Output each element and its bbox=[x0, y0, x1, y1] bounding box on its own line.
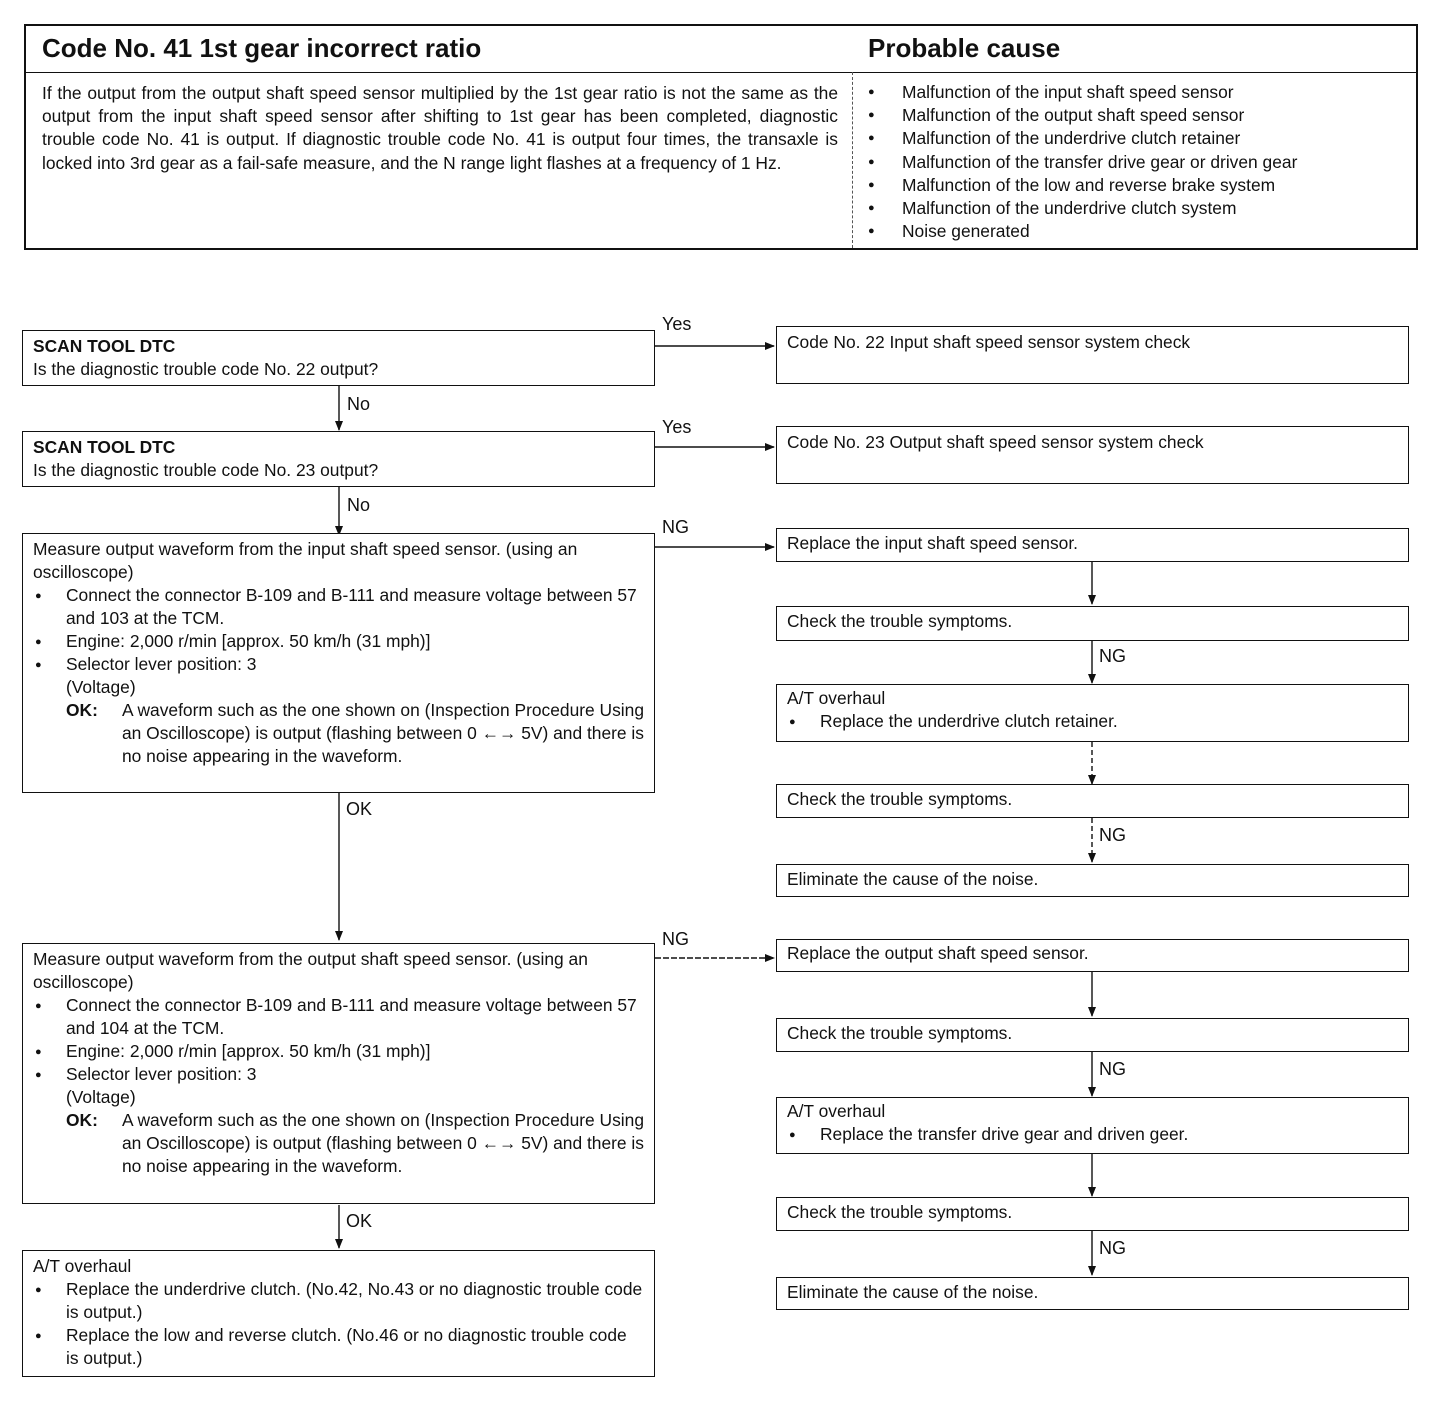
step4-bullet: ● Selector lever position: 3 bbox=[33, 1063, 644, 1086]
eliminate2-text: Eliminate the cause of the noise. bbox=[787, 1282, 1039, 1302]
step4-voltage: (Voltage) bbox=[66, 1087, 136, 1107]
step4-bullet: ● Engine: 2,000 r/min [approx. 50 km/h (31 mph)] bbox=[33, 1040, 644, 1063]
overhaul-box-2 bbox=[776, 1097, 1409, 1154]
check-symptoms-box-1 bbox=[776, 606, 1409, 641]
step1-title: SCAN TOOL DTC bbox=[33, 336, 176, 356]
branch-label-ok: OK bbox=[346, 799, 373, 819]
cause-item: ● Malfunction of the underdrive clutch system bbox=[868, 197, 1297, 220]
branch-label-ng: NG bbox=[1099, 825, 1126, 845]
step4-ok-row bbox=[33, 1109, 644, 1178]
branch-label-ng: NG bbox=[662, 517, 689, 537]
step3-bullets bbox=[33, 584, 644, 676]
code-description: If the output from the output shaft speed sensor multiplied by the 1st gear ratio is not the same as the output from the input shaft speed sensor after shifting to 1st gear has been completed, diagnostic trouble code No. 41 is output. If diagnostic trouble code No. 41 is output four times, the transaxle is locked into 3rd gear as a fail-safe measure, and the N range light flashes at a frequency of 1 Hz. bbox=[42, 83, 838, 173]
probable-cause-heading: Probable cause bbox=[868, 33, 1061, 63]
step1-question: Is the diagnostic trouble code No. 22 output? bbox=[33, 359, 379, 379]
replace-input-text: Replace the input shaft speed sensor. bbox=[787, 533, 1079, 553]
check-symptoms-box-2 bbox=[776, 784, 1409, 818]
step5-bullet: ● Replace the underdrive clutch. (No.42, No.43 or no diagnostic trouble code is output.) bbox=[33, 1278, 644, 1324]
step5-bullet: ● Replace the low and reverse clutch. (No.46 or no diagnostic trouble code is output.) bbox=[33, 1324, 644, 1370]
step3-bullet: ● Selector lever position: 3 bbox=[33, 653, 644, 676]
branch-label-yes: Yes bbox=[662, 417, 692, 437]
code22-text: Code No. 22 Input shaft speed sensor system check bbox=[787, 332, 1191, 352]
overhaul1-title: A/T overhaul bbox=[787, 688, 886, 708]
step2-question: Is the diagnostic trouble code No. 23 output? bbox=[33, 460, 379, 480]
overhaul1-bullet: ● Replace the underdrive clutch retainer. bbox=[787, 710, 1398, 733]
step3-bullet: ● Engine: 2,000 r/min [approx. 50 km/h (31 mph)] bbox=[33, 630, 644, 653]
step2-title: SCAN TOOL DTC bbox=[33, 437, 176, 457]
step1-scan-tool-box bbox=[22, 330, 655, 386]
step3-ok-text: A waveform such as the one shown on (Inspection Procedure Using an Oscilloscope) is output (flashing between 0 ←→ 5V) and there is no noise appearing in the waveform. bbox=[122, 700, 645, 766]
overhaul2-bullets bbox=[787, 1123, 1398, 1146]
step4-ok-text: A waveform such as the one shown on (Inspection Procedure Using an Oscilloscope) is output (flashing between 0 ←→ 5V) and there is no noise appearing in the waveform. bbox=[122, 1110, 645, 1176]
branch-label-ng: NG bbox=[1099, 1059, 1126, 1079]
eliminate-noise-box-1 bbox=[776, 864, 1409, 897]
step3-ok-label: OK: bbox=[66, 700, 98, 720]
branch-label-ng: NG bbox=[1099, 646, 1126, 666]
step3-instruction: Measure output waveform from the input shaft speed sensor. (using an oscilloscope) bbox=[33, 539, 578, 582]
code23-text: Code No. 23 Output shaft speed sensor system check bbox=[787, 432, 1204, 452]
step3-input-waveform-box bbox=[22, 533, 655, 793]
cause-item: ● Malfunction of the transfer drive gear or driven gear bbox=[868, 151, 1297, 174]
step3-bullet: ● Connect the connector B-109 and B-111 and measure voltage between 57 and 103 at the TCM. bbox=[33, 584, 644, 630]
replace-output-sensor-box bbox=[776, 939, 1409, 972]
check-symptoms-box-4 bbox=[776, 1197, 1409, 1231]
step4-bullets bbox=[33, 994, 644, 1086]
overhaul2-title: A/T overhaul bbox=[787, 1101, 886, 1121]
branch-label-ng: NG bbox=[662, 929, 689, 949]
step4-bullet: ● Connect the connector B-109 and B-111 and measure voltage between 57 and 104 at the TCM. bbox=[33, 994, 644, 1040]
step3-ok-row bbox=[33, 699, 644, 768]
overhaul2-bullet: ● Replace the transfer drive gear and driven geer. bbox=[787, 1123, 1398, 1146]
cause-item: ● Malfunction of the low and reverse brake system bbox=[868, 174, 1297, 197]
cause-item: ● Noise generated bbox=[868, 220, 1297, 243]
branch-label-ok: OK bbox=[346, 1211, 373, 1231]
eliminate1-text: Eliminate the cause of the noise. bbox=[787, 869, 1039, 889]
replace-input-sensor-box bbox=[776, 528, 1409, 562]
overhaul1-bullets bbox=[787, 710, 1398, 733]
step5-overhaul-box bbox=[22, 1250, 655, 1377]
branch-label-ng: NG bbox=[1099, 1238, 1126, 1258]
step5-bullets bbox=[33, 1278, 644, 1370]
check4-text: Check the trouble symptoms. bbox=[787, 1202, 1013, 1222]
check-symptoms-box-3 bbox=[776, 1018, 1409, 1052]
step4-output-waveform-box bbox=[22, 943, 655, 1204]
cause-item: ● Malfunction of the input shaft speed sensor bbox=[868, 81, 1297, 104]
eliminate-noise-box-2 bbox=[776, 1277, 1409, 1310]
step2-scan-tool-box bbox=[22, 431, 655, 487]
code23-check-box bbox=[776, 426, 1409, 484]
check1-text: Check the trouble symptoms. bbox=[787, 611, 1013, 631]
step3-voltage: (Voltage) bbox=[66, 677, 136, 697]
branch-label-no: No bbox=[347, 394, 371, 414]
page-title: Code No. 41 1st gear incorrect ratio bbox=[42, 33, 482, 63]
step5-title: A/T overhaul bbox=[33, 1256, 132, 1276]
code22-check-box bbox=[776, 326, 1409, 384]
replace-output-text: Replace the output shaft speed sensor. bbox=[787, 943, 1089, 963]
branch-label-no: No bbox=[347, 495, 371, 515]
step4-ok-label: OK: bbox=[66, 1110, 98, 1130]
cause-item: ● Malfunction of the output shaft speed sensor bbox=[868, 104, 1297, 127]
branch-label-yes: Yes bbox=[662, 314, 692, 334]
check3-text: Check the trouble symptoms. bbox=[787, 1023, 1013, 1043]
step4-instruction: Measure output waveform from the output shaft speed sensor. (using an oscilloscope) bbox=[33, 949, 588, 992]
overhaul-box-1 bbox=[776, 684, 1409, 742]
cause-item: ● Malfunction of the underdrive clutch retainer bbox=[868, 127, 1297, 150]
check2-text: Check the trouble symptoms. bbox=[787, 789, 1013, 809]
